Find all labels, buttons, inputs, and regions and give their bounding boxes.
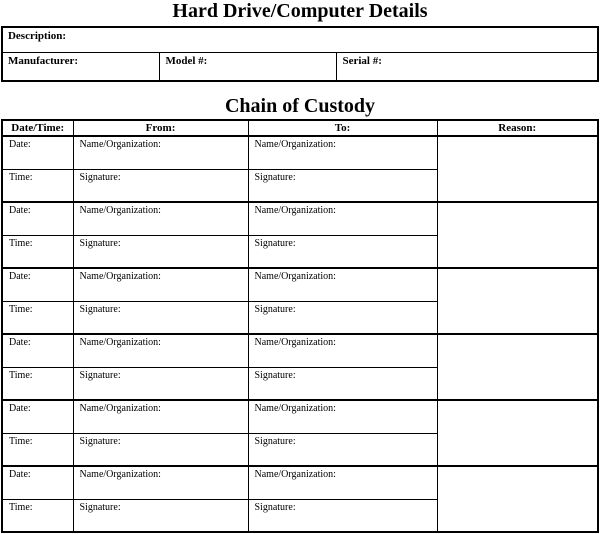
header-to: To: xyxy=(248,120,437,136)
header-date-time: Date/Time: xyxy=(2,120,73,136)
date-label: Date: xyxy=(9,337,31,348)
entry-date-row xyxy=(2,334,598,367)
to-name-organization-label: Name/Organization: xyxy=(254,205,336,216)
form-page xyxy=(0,1,600,534)
to-signature-field xyxy=(248,433,437,466)
time-field xyxy=(2,499,73,532)
time-label: Time: xyxy=(9,501,33,513)
from-name-organization-field xyxy=(73,400,248,433)
from-signature-field xyxy=(73,301,248,334)
to-signature-label: Signature: xyxy=(254,171,296,183)
from-signature-label: Signature: xyxy=(79,237,121,249)
to-signature-label: Signature: xyxy=(254,435,296,447)
to-name-organization-label: Name/Organization: xyxy=(254,271,336,282)
manufacturer-row xyxy=(2,52,598,81)
to-name-organization-label: Name/Organization: xyxy=(254,139,336,150)
time-label: Time: xyxy=(9,369,33,381)
custody-entry xyxy=(2,400,598,466)
entry-date-row xyxy=(2,202,598,235)
from-signature-field xyxy=(73,235,248,268)
time-field xyxy=(2,367,73,400)
chain-of-custody-table xyxy=(1,119,599,533)
from-name-organization-field xyxy=(73,334,248,367)
serial-field xyxy=(337,52,598,81)
from-signature-label: Signature: xyxy=(79,435,121,447)
to-signature-label: Signature: xyxy=(254,237,296,249)
custody-header xyxy=(2,120,598,136)
to-signature-field xyxy=(248,235,437,268)
from-signature-label: Signature: xyxy=(79,369,121,381)
custody-entry xyxy=(2,202,598,268)
from-signature-field xyxy=(73,433,248,466)
to-signature-label: Signature: xyxy=(254,303,296,315)
to-signature-field xyxy=(248,301,437,334)
date-field xyxy=(2,400,73,433)
reason-field xyxy=(437,400,598,466)
from-name-organization-label: Name/Organization: xyxy=(79,337,161,348)
time-label: Time: xyxy=(9,237,33,249)
to-signature-label: Signature: xyxy=(254,369,296,381)
custody-entry xyxy=(2,466,598,532)
from-name-organization-label: Name/Organization: xyxy=(79,271,161,282)
to-name-organization-field xyxy=(248,136,437,169)
from-name-organization-field xyxy=(73,466,248,499)
to-name-organization-label: Name/Organization: xyxy=(254,403,336,414)
model-field xyxy=(160,52,337,81)
manufacturer-field xyxy=(2,52,160,81)
from-name-organization-field xyxy=(73,268,248,301)
from-name-organization-label: Name/Organization: xyxy=(79,403,161,414)
time-field xyxy=(2,301,73,334)
description-row xyxy=(2,27,598,52)
custody-entry xyxy=(2,136,598,202)
from-signature-label: Signature: xyxy=(79,303,121,315)
to-name-organization-field xyxy=(248,466,437,499)
page-title: Hard Drive/Computer Details xyxy=(172,0,428,22)
from-signature-field xyxy=(73,169,248,202)
to-name-organization-field xyxy=(248,268,437,301)
to-signature-field xyxy=(248,169,437,202)
reason-field xyxy=(437,202,598,268)
description-field xyxy=(2,27,598,52)
reason-field xyxy=(437,466,598,532)
date-label: Date: xyxy=(9,469,31,480)
entry-date-row xyxy=(2,136,598,169)
date-field xyxy=(2,268,73,301)
to-signature-label: Signature: xyxy=(254,501,296,513)
date-label: Date: xyxy=(9,271,31,282)
time-label: Time: xyxy=(9,303,33,315)
from-name-organization-field xyxy=(73,202,248,235)
serial-label: Serial #: xyxy=(342,54,382,67)
header-from: From: xyxy=(73,120,248,136)
date-label: Date: xyxy=(9,139,31,150)
to-name-organization-label: Name/Organization: xyxy=(254,337,336,348)
custody-entry xyxy=(2,334,598,400)
chain-of-custody-title: Chain of Custody xyxy=(224,95,376,117)
from-signature-label: Signature: xyxy=(79,501,121,513)
to-name-organization-field xyxy=(248,202,437,235)
to-signature-field xyxy=(248,367,437,400)
from-signature-field xyxy=(73,499,248,532)
from-name-organization-field xyxy=(73,136,248,169)
hard-drive-details-table xyxy=(1,26,599,82)
time-label: Time: xyxy=(9,171,33,183)
custody-entry xyxy=(2,268,598,334)
date-field xyxy=(2,466,73,499)
date-label: Date: xyxy=(9,205,31,216)
manufacturer-label: Manufacturer: xyxy=(7,54,79,67)
to-name-organization-field xyxy=(248,334,437,367)
from-name-organization-label: Name/Organization: xyxy=(79,139,161,150)
time-field xyxy=(2,433,73,466)
reason-field xyxy=(437,334,598,400)
from-signature-label: Signature: xyxy=(79,171,121,183)
header-reason: Reason: xyxy=(437,120,598,136)
date-field xyxy=(2,136,73,169)
date-label: Date: xyxy=(9,403,31,414)
model-label: Model #: xyxy=(165,54,208,67)
date-field xyxy=(2,202,73,235)
time-field xyxy=(2,235,73,268)
to-signature-field xyxy=(248,499,437,532)
date-field xyxy=(2,334,73,367)
time-field xyxy=(2,169,73,202)
to-name-organization-label: Name/Organization: xyxy=(254,469,336,480)
entry-date-row xyxy=(2,466,598,499)
to-name-organization-field xyxy=(248,400,437,433)
description-label: Description: xyxy=(7,30,67,42)
time-label: Time: xyxy=(9,435,33,447)
reason-field xyxy=(437,136,598,202)
entry-date-row xyxy=(2,400,598,433)
from-signature-field xyxy=(73,367,248,400)
from-name-organization-label: Name/Organization: xyxy=(79,469,161,480)
reason-field xyxy=(437,268,598,334)
custody-header-row xyxy=(2,120,598,136)
entry-date-row xyxy=(2,268,598,301)
from-name-organization-label: Name/Organization: xyxy=(79,205,161,216)
